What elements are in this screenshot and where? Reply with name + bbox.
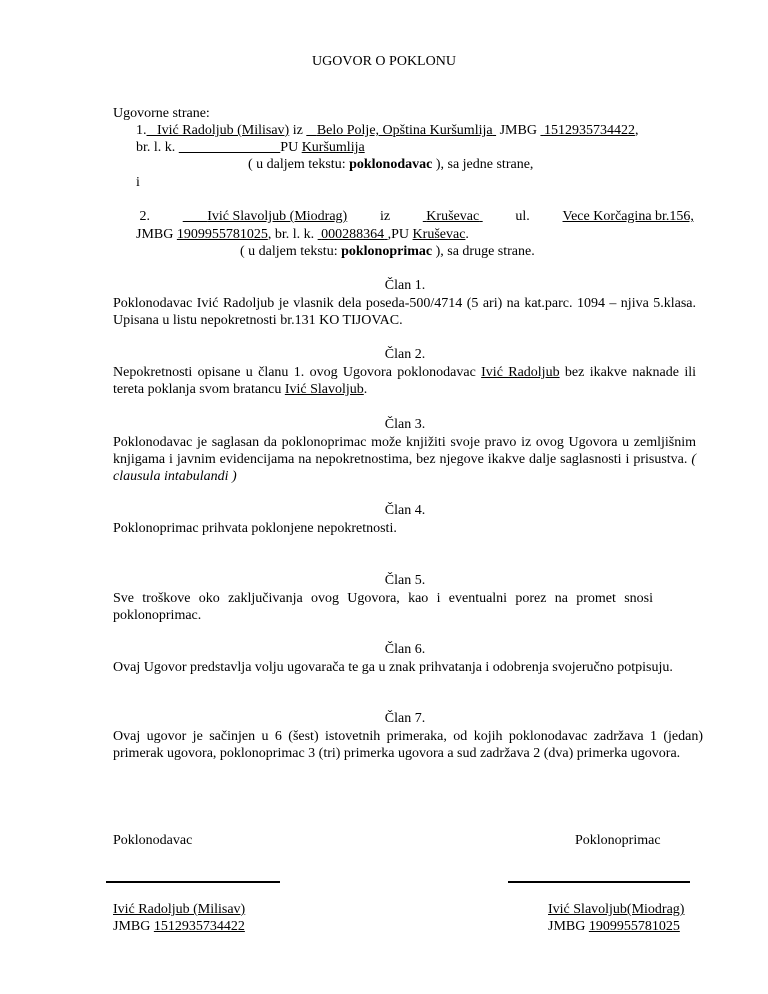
article2-recipient-name: Ivić Slavoljub bbox=[284, 382, 364, 397]
article7-text: Ovaj ugovor je sačinjen u 6 (šest) istovetnih primeraka, od kojih poklonodavac zadržava 1 (jedan) primerak ugovora, poklonoprimac 3 (tri) primerka ugovora a sud zadržava 2 (dva) primerka ugovora. bbox=[113, 729, 703, 761]
donor-signature-line bbox=[106, 881, 280, 883]
party2-line1 bbox=[136, 208, 694, 225]
party1-role bbox=[248, 156, 533, 173]
party1-pu-place: Kuršumlija bbox=[301, 140, 365, 155]
party1-line2 bbox=[136, 139, 365, 156]
recipient-jmbg-value: 1909955781025 bbox=[588, 919, 680, 934]
party2-pu-place: Kruševac bbox=[412, 227, 466, 242]
party1-role-pre: ( u daljem tekstu: bbox=[248, 157, 346, 172]
party2-blk-label: , br. l. k. bbox=[267, 227, 315, 242]
article2-text-end: . bbox=[363, 382, 368, 397]
donor-jmbg-value: 1512935734422 bbox=[153, 919, 245, 934]
article1-title: Član 1. bbox=[384, 278, 426, 293]
article4-title: Član 4. bbox=[384, 503, 426, 518]
article2-text bbox=[113, 364, 696, 398]
donor-jmbg-label: JMBG bbox=[113, 919, 151, 934]
party1-name: Ivić Radoljub (Milisav) bbox=[157, 123, 290, 138]
article3-text bbox=[113, 434, 696, 485]
party2-role bbox=[240, 243, 535, 260]
party1-blank bbox=[147, 123, 158, 138]
donor-signature-name: Ivić Radoljub (Milisav) bbox=[113, 902, 246, 917]
party2-role-name: poklonoprimac bbox=[341, 244, 433, 259]
party1-jmbg-label: JMBG bbox=[499, 123, 537, 138]
party2-blk-value: 000288364 bbox=[321, 227, 385, 242]
party1-role-post: ), sa jedne strane, bbox=[435, 157, 534, 172]
party2-role-pre: ( u daljem tekstu: bbox=[240, 244, 338, 259]
party1-blk-label: br. l. k. bbox=[136, 140, 176, 155]
party2-place-text: Kruševac bbox=[426, 209, 480, 224]
article3-text-body: Poklonodavac je saglasan da poklonoprimac može knjižiti svoje pravo iz ovog Ugovora u zemljišnim knjigama i javnim evidencijama na nepokretnostima, bez njegove ikakve dalje saglasnosti i prisustva. bbox=[113, 435, 696, 467]
party1-blk-blank bbox=[179, 140, 281, 155]
party2-jmbg-label: JMBG bbox=[136, 227, 174, 242]
party2-name bbox=[183, 208, 347, 225]
party1-jmbg bbox=[540, 123, 635, 138]
article6-text: Ovaj Ugovor predstavlja volju ugovarača te ga u znak prihvatanja i odobrenja svojeručno potpisuju. bbox=[113, 660, 673, 675]
party2-iz: iz bbox=[379, 209, 391, 224]
and-conjunction: i bbox=[136, 175, 140, 190]
parties-label: Ugovorne strane: bbox=[113, 106, 210, 121]
donor-signature-jmbg bbox=[113, 918, 245, 935]
party1-pu: PU bbox=[280, 140, 299, 155]
article2-text-pre: Nepokretnosti opisane u članu 1. ovog Ugovora poklonodavac bbox=[113, 365, 476, 380]
document-title: UGOVOR O POKLONU bbox=[312, 54, 456, 69]
article2-donor-name: Ivić Radoljub bbox=[481, 365, 560, 380]
party2-blk bbox=[318, 227, 388, 242]
party2-place bbox=[423, 208, 483, 225]
article3-title: Član 3. bbox=[384, 417, 426, 432]
party1-place bbox=[306, 123, 496, 138]
party2-name-text: Ivić Slavoljub (Miodrag) bbox=[207, 209, 348, 224]
donor-signature-label: Poklonodavac bbox=[113, 833, 193, 848]
party1-comma: , bbox=[634, 123, 639, 138]
party1-jmbg-value: 1512935734422 bbox=[543, 123, 635, 138]
party2-dot: . bbox=[465, 227, 469, 242]
party1-iz: iz bbox=[292, 123, 303, 138]
party1-role-name: poklonodavac bbox=[349, 157, 433, 172]
recipient-signature-name: Ivić Slavoljub(Miodrag) bbox=[548, 902, 685, 917]
party1-line1 bbox=[136, 122, 638, 139]
article6-title: Član 6. bbox=[384, 642, 426, 657]
article5-title: Član 5. bbox=[384, 573, 426, 588]
recipient-jmbg-label: JMBG bbox=[548, 919, 586, 934]
party2-street: Vece Korčagina br.156, bbox=[562, 209, 694, 224]
recipient-signature-line bbox=[508, 881, 690, 883]
article4-text: Poklonoprimac prihvata poklonjene nepokretnosti. bbox=[113, 521, 397, 536]
article3-clause: ( clausula intabulandi ) bbox=[113, 452, 696, 484]
article2-text-mid: bez ikakve naknade ili tereta poklanja svom bratancu bbox=[113, 365, 696, 397]
article5-text: Sve troškove oko zaključivanja ovog Ugovora, kao i eventualni porez na promet snosi poklonoprimac. bbox=[113, 591, 653, 623]
party2-number-text: 2. bbox=[139, 209, 150, 224]
party2-line2 bbox=[136, 226, 469, 243]
party1-place-text: Belo Polje, Opština Kuršumlija bbox=[316, 123, 493, 138]
article7-title: Član 7. bbox=[384, 711, 426, 726]
party2-ul: ul. bbox=[515, 209, 530, 224]
party2-pu: ,PU bbox=[387, 227, 410, 242]
article1-text: Poklonodavac Ivić Radoljub je vlasnik dela poseda-500/4714 (5 ari) na kat.parc. 1094 – njiva 5.klasa. Upisana u listu nepokretnosti br.131 KO TIJOVAC. bbox=[113, 296, 696, 328]
recipient-signature-jmbg bbox=[548, 918, 680, 935]
party2-jmbg: 1909955781025 bbox=[176, 227, 268, 242]
article2-title: Član 2. bbox=[384, 347, 426, 362]
party2-role-post: ), sa druge strane. bbox=[435, 244, 535, 259]
party1-number: 1. bbox=[136, 123, 147, 138]
recipient-signature-label: Poklonoprimac bbox=[575, 833, 661, 848]
party2-number bbox=[136, 208, 150, 225]
